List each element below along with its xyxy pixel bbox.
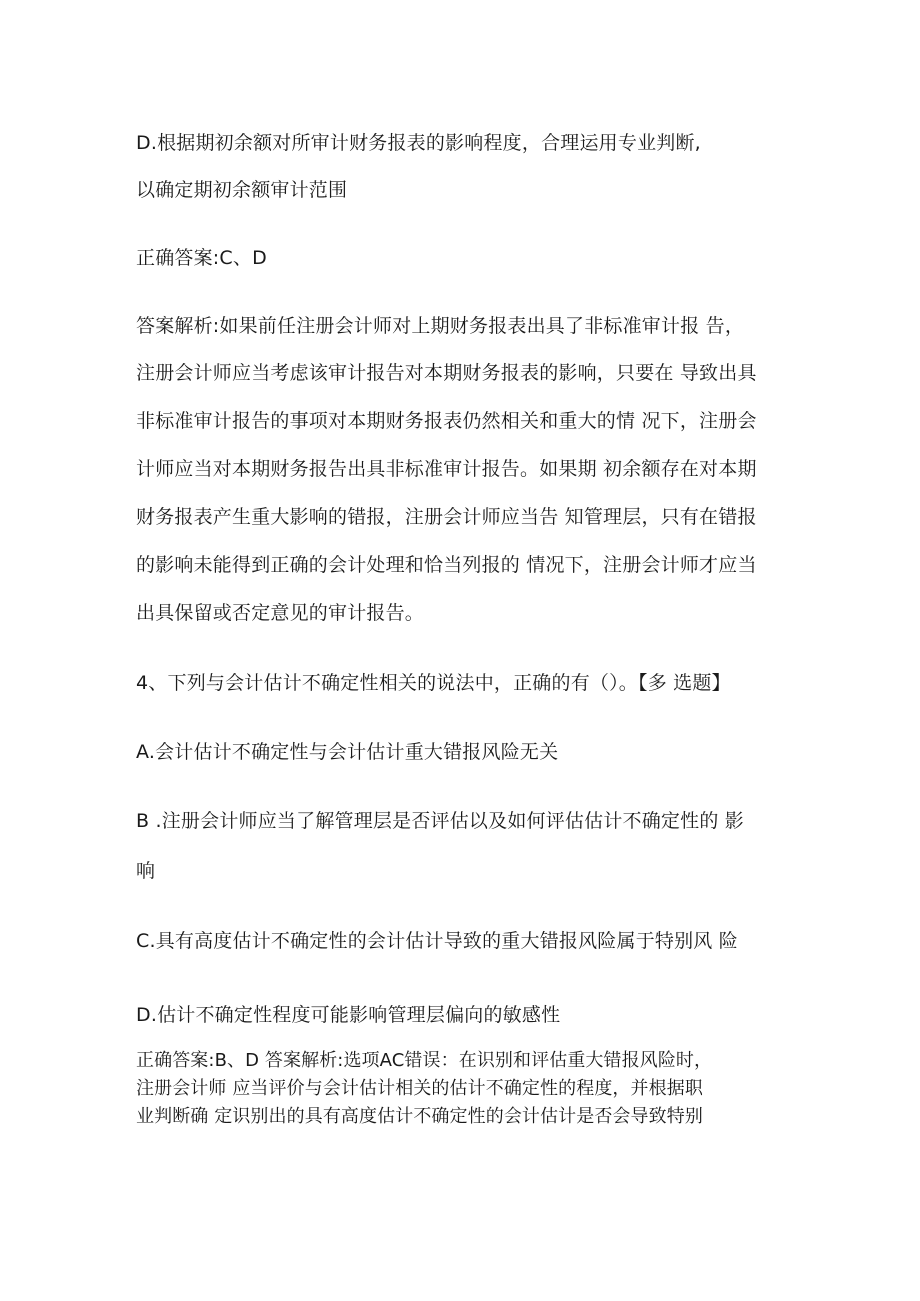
q3-option-d-line-1: D.根据期初余额对所审计财务报表的影响程度，合理运用专业判断, (136, 132, 701, 154)
q3-explanation-line-4: 计师应当对本期财务报告出具非标准审计报告。如果期 初余额存在对本期 (136, 458, 757, 480)
q4-question-stem: 4、下列与会计估计不确定性相关的说法中，正确的有（）。【多 选题】 (136, 672, 731, 694)
q3-explanation-line-3: 非标准审计报告的事项对本期财务报表仍然相关和重大的情 况下，注册会 (136, 410, 757, 432)
q4-option-b-line-1: B .注册会计师应当了解管理层是否评估以及如何评估估计不确定性的 影 (136, 810, 744, 832)
q3-explanation-line-2: 注册会计师应当考虑该审计报告对本期财务报表的影响，只要在 导致出具 (136, 362, 757, 384)
q3-option-d-line-2: 以确定期初余额审计范围 (136, 179, 348, 201)
q3-correct-answer: 正确答案:C、D (136, 247, 267, 269)
q3-explanation-line-7: 出具保留或否定意见的审计报告。 (136, 602, 425, 624)
q3-explanation-line-1: 答案解析:如果前任注册会计师对上期财务报表出具了非标准审计报 告， (136, 315, 745, 337)
q4-option-d: D.估计不确定性程度可能影响管理层偏向的敏感性 (136, 1004, 561, 1026)
q4-option-b-line-2: 响 (136, 860, 156, 882)
q4-option-a: A.会计估计不确定性与会计估计重大错报风险无关 (136, 741, 559, 763)
q4-answer-line-3: 业判断确 定识别出的具有高度估计不确定性的会计估计是否会导致特别 (136, 1106, 703, 1127)
q3-explanation-line-6: 的影响未能得到正确的会计处理和恰当列报的 情况下，注册会计师才应当 (136, 554, 757, 576)
q4-answer-line-2: 注册会计师 应当评价与会计估计相关的估计不确定性的程度，并根据职 (136, 1078, 703, 1099)
q4-option-c: C.具有高度估计不确定性的会计估计导致的重大错报风险属于特别风 险 (136, 930, 738, 952)
q3-explanation-line-5: 财务报表产生重大影响的错报，注册会计师应当告 知管理层，只有在错报 (136, 506, 757, 528)
q4-answer-line-1: 正确答案:B、D 答案解析:选项AC错误：在识别和评估重大错报风险时， (136, 1050, 713, 1071)
